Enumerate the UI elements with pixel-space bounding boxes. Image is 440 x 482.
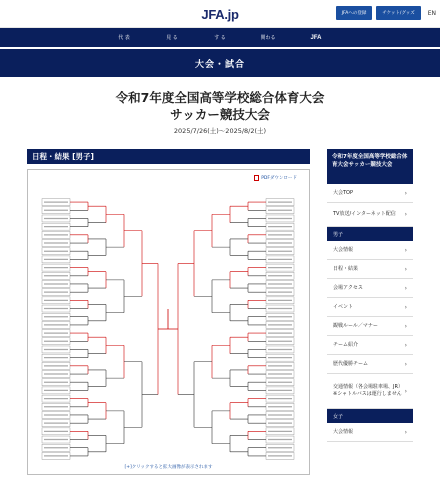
nav-item-jfa[interactable]: JFA xyxy=(310,34,322,41)
sidebar-item-men-info[interactable] xyxy=(327,241,413,260)
sidebar-item-label: 日程・結果 xyxy=(333,265,359,272)
bracket-image[interactable] xyxy=(27,169,310,475)
sidebar-item-top[interactable] xyxy=(327,184,413,203)
pdf-icon xyxy=(254,175,259,181)
chevron-right-icon: › xyxy=(404,360,407,368)
sidebar-item-label: チーム紹介 xyxy=(333,341,359,348)
nav-item-representative[interactable]: 代 表 xyxy=(118,35,130,41)
tournament-dates: 2025/7/26(土)〜2025/8/2(土) xyxy=(173,127,267,135)
chevron-right-icon: › xyxy=(404,322,407,330)
main-content xyxy=(27,149,310,475)
sidebar-item-men-traffic[interactable] xyxy=(327,374,413,409)
sidebar-item-label: イベント xyxy=(333,303,354,310)
chevron-right-icon: › xyxy=(404,428,407,436)
sidebar-item-label: 観戦ルール／マナー xyxy=(333,322,378,329)
sidebar-item-tv[interactable] xyxy=(327,203,413,227)
sidebar-item-men-teams[interactable] xyxy=(327,336,413,355)
language-switch[interactable]: EN xyxy=(427,9,436,17)
pdf-download-label: PDFダウンロード xyxy=(261,176,297,181)
sidebar-category-women: 女子 xyxy=(327,409,413,423)
sidebar-item-label: 大会TOP xyxy=(333,189,354,196)
page-title-line2: サッカー競技大会 xyxy=(170,107,270,122)
tournament-bracket xyxy=(28,170,309,474)
nav-item-watch[interactable]: 見 る xyxy=(166,35,178,41)
sidebar-item-women-info[interactable] xyxy=(327,423,413,442)
chevron-right-icon: › xyxy=(404,387,407,395)
main-nav xyxy=(0,28,440,47)
nav-item-participate[interactable]: 関わる xyxy=(260,35,276,41)
nav-item-play[interactable]: す る xyxy=(214,35,226,41)
chevron-right-icon: › xyxy=(404,341,407,349)
sidebar-category-men: 男子 xyxy=(327,227,413,241)
jfa-logo[interactable]: JFA.jp xyxy=(201,7,239,22)
sidebar-item-men-history[interactable] xyxy=(327,355,413,374)
chevron-right-icon: › xyxy=(404,265,407,273)
section-band: 大会・試合 xyxy=(0,49,440,77)
pdf-download-link[interactable] xyxy=(254,175,297,181)
zoom-link[interactable]: [+]クリックすると拡大画像が表示されます xyxy=(124,465,213,470)
sidebar-item-label: 大会情報 xyxy=(333,246,354,253)
sidebar-item-label: TV放送/インターネット配信 xyxy=(333,211,396,217)
sidebar xyxy=(327,149,413,442)
sidebar-item-label: 会場アクセス xyxy=(333,284,363,291)
top-buttons xyxy=(336,6,436,20)
sidebar-item-label: 歴代優勝チーム xyxy=(333,360,369,367)
register-button[interactable]: JFAへの登録 xyxy=(336,6,373,20)
ticket-button[interactable]: チケット/グッズ xyxy=(376,6,420,20)
sidebar-item-men-event[interactable] xyxy=(327,298,413,317)
chevron-right-icon: › xyxy=(404,211,407,218)
chevron-right-icon: › xyxy=(404,189,407,197)
sidebar-item-label: 交通情報（各会場駐車場、JR）※シャトルバスは運行しません xyxy=(333,384,403,397)
page-title-block xyxy=(0,89,440,135)
sidebar-item-men-schedule[interactable] xyxy=(327,260,413,279)
top-bar xyxy=(0,0,440,28)
sidebar-item-label: 大会情報 xyxy=(333,428,354,435)
sidebar-item-men-access[interactable] xyxy=(327,279,413,298)
chevron-right-icon: › xyxy=(404,284,407,292)
sidebar-title: 令和7年度全国高等学校総合体育大会サッカー競技大会 xyxy=(327,149,413,184)
sidebar-item-men-rules[interactable] xyxy=(327,317,413,336)
page-title-line1: 令和7年度全国高等学校総合体育大会 xyxy=(115,90,325,105)
chevron-right-icon: › xyxy=(404,303,407,311)
chevron-right-icon: › xyxy=(404,246,407,254)
schedule-results-heading: 日程・結果 [男子] xyxy=(27,149,310,164)
